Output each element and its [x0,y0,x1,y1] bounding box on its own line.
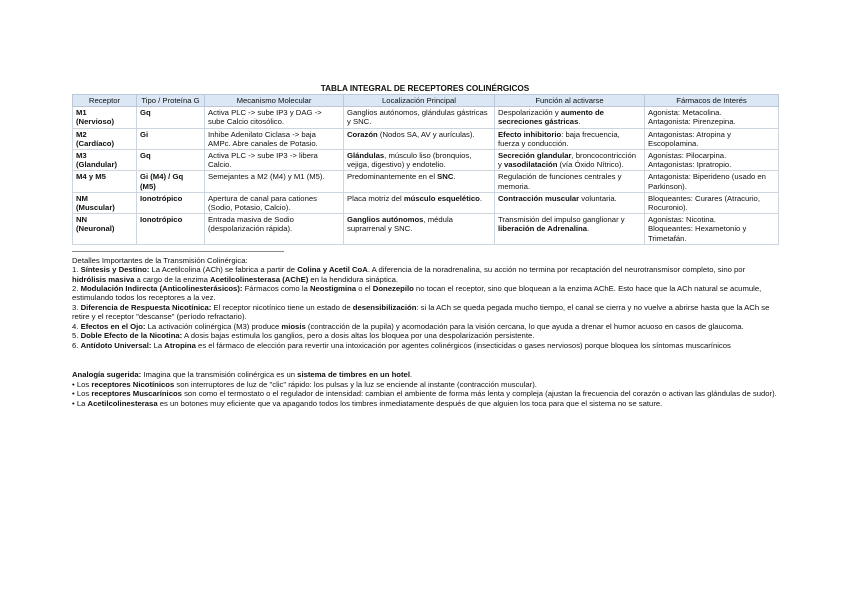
analogy-item: • Los receptores Nicotínicos son interruptores de luz de "clic" rápido: los pulsas y la luz se enciende al instante (contracción muscular). [72,379,537,389]
cell-tipo: Gi (M4) / Gq (M5) [137,171,205,192]
cell-localizacion: Predominantemente en el SNC. [344,171,495,192]
cell-funcion: Secreción glandular, broncocontricción y vasodilatación (vía Óxido Nítrico). [495,150,645,171]
cell-mecanismo: Inhibe Adenilato Ciclasa -> baja AMPc. Abre canales de Potasio. [205,128,344,149]
analogy-list [72,380,778,409]
cell-tipo: Ionotrópico [137,192,205,213]
cell-farmacos: Bloqueantes: Curares (Atracurio, Rocuronio). [645,192,779,213]
cell-mecanismo: Activa PLC -> sube IP3 y DAG -> sube Calcio citosólico. [205,107,344,128]
header-receptor: Receptor [73,95,137,107]
cell-farmacos: Agonista: Metacolina. Antagonista: Pirenzepina. [645,107,779,128]
divider-line [72,251,284,252]
header-funcion: Función al activarse [495,95,645,107]
cell-mecanismo: Activa PLC -> sube IP3 -> libera Calcio. [205,150,344,171]
cell-localizacion: Ganglios autónomos, glándulas gástricas y SNC. [344,107,495,128]
cell-mecanismo: Entrada masiva de Sodio (despolarización rápida). [205,214,344,245]
receptor-table [72,94,779,245]
cell-receptor: M1 (Nervioso) [73,107,137,128]
detail-item: 4. Efectos en el Ojo: La activación colinérgica (M3) produce miosis (contracción de la pupila) y acomodación para la visión cercana, lo que ayuda a drenar el humor acuoso en casos de glaucoma. [72,321,744,331]
header-tipo: Tipo / Proteína G [137,95,205,107]
cell-tipo: Gq [137,150,205,171]
cell-farmacos: Antagonista: Biperideno (usado en Parkinson). [645,171,779,192]
cell-funcion: Transmisión del impulso ganglionar y liberación de Adrenalina. [495,214,645,245]
cell-funcion: Regulación de funciones centrales y memoria. [495,171,645,192]
cell-mecanismo: Apertura de canal para cationes (Sodio, Potasio, Calcio). [205,192,344,213]
table-row [73,107,779,128]
cell-receptor: M4 y M5 [73,171,137,192]
cell-funcion: Despolarización y aumento de secreciones gástricas. [495,107,645,128]
cell-mecanismo: Semejantes a M2 (M4) y M1 (M5). [205,171,344,192]
detail-item: 3. Diferencia de Respuesta Nicotínica: El receptor nicotínico tiene un estado de desensibilización: si la ACh se queda pegada mucho tiempo, el canal se cierra y no vuelve a abrirse hasta que la ACh se retire y el receptor "descanse" (período refractario). [72,302,770,322]
cell-tipo: Ionotrópico [137,214,205,245]
table-header-row [73,95,779,107]
header-mecanismo: Mecanismo Molecular [205,95,344,107]
analogy-heading: Analogía sugerida: Imagina que la transmisión colinérgica es un sistema de timbres en un hotel. [72,369,413,379]
detail-item: 2. Modulación Indirecta (Anticolinesterásicos): Fármacos como la Neostigmina o el Donezepilo no tocan el receptor, sino que bloquean a la enzima AChE. Esto hace que la ACh natural se acumule, estimulando todos los receptores a la vez. [72,284,762,303]
cell-localizacion: Ganglios autónomos, médula suprarrenal y SNC. [344,214,495,245]
header-farmacos: Fármacos de Interés [645,95,779,107]
details-section [72,256,778,350]
cell-localizacion: Placa motriz del músculo esquelético. [344,192,495,213]
cell-farmacos: Agonistas: Nicotina. Bloqueantes: Hexametonio y Trimetafán. [645,214,779,245]
details-heading: Detalles Importantes de la Transmisión Colinérgica: [72,255,248,265]
table-body [73,107,779,245]
table-row [73,192,779,213]
analogy-section [72,370,778,408]
detail-item: 6. Antídoto Universal: La Atropina es el fármaco de elección para revertir una intoxicación por agentes colinérgicos (insecticidas o gases nerviosos) porque bloquea los síntomas muscarínicos [72,340,731,350]
cell-funcion: Efecto inhibitorio: baja frecuencia, fuerza y conducción. [495,128,645,149]
analogy-item: • Los receptores Muscarínicos son como el termostato o el regulador de intensidad: cambian el ambiente de forma más lenta y compleja (ajustan la frecuencia del corazón o activan las glándulas de sudor). [72,389,777,399]
cell-funcion: Contracción muscular voluntaria. [495,192,645,213]
detail-item: 5. Doble Efecto de la Nicotina: A dosis bajas estimula los ganglios, pero a dosis altas los bloquea por una despolarización persistente. [72,331,535,341]
cell-tipo: Gq [137,107,205,128]
table-row [73,171,779,192]
table-title: TABLA INTEGRAL DE RECEPTORES COLINÉRGICOS [320,84,530,93]
cell-receptor: M3 (Glandular) [73,150,137,171]
document-page [72,84,778,408]
cell-farmacos: Antagonistas: Atropina y Escopolamina. [645,128,779,149]
table-row [73,150,779,171]
cell-localizacion: Corazón (Nodos SA, AV y aurículas). [344,128,495,149]
details-list [72,265,778,350]
cell-receptor: M2 (Cardíaco) [73,128,137,149]
cell-localizacion: Glándulas, músculo liso (bronquios, vejiga, digestivo) y endotelio. [344,150,495,171]
cell-receptor: NM (Muscular) [73,192,137,213]
cell-receptor: NN (Neuronal) [73,214,137,245]
cell-tipo: Gi [137,128,205,149]
cell-farmacos: Agonistas: Pilocarpina. Antagonistas: Ipratropio. [645,150,779,171]
table-row [73,128,779,149]
table-row [73,214,779,245]
header-localizacion: Localización Principal [344,95,495,107]
analogy-item: • La Acetilcolinesterasa es un botones muy eficiente que va apagando todos los timbres inmediatamente después de que alguien los toca para que el sistema no se sature. [72,398,663,408]
detail-item: 1. Síntesis y Destino: La Acetilcolina (ACh) se fabrica a partir de Colina y Acetil CoA. A diferencia de la noradrenalina, su acción no termina por recaptación del neurotransmisor completo, sino por hidrólisis masiva a cargo de la enzima Acetilcolinesterasa (AChE) en la hendidura sináptica. [72,265,746,284]
